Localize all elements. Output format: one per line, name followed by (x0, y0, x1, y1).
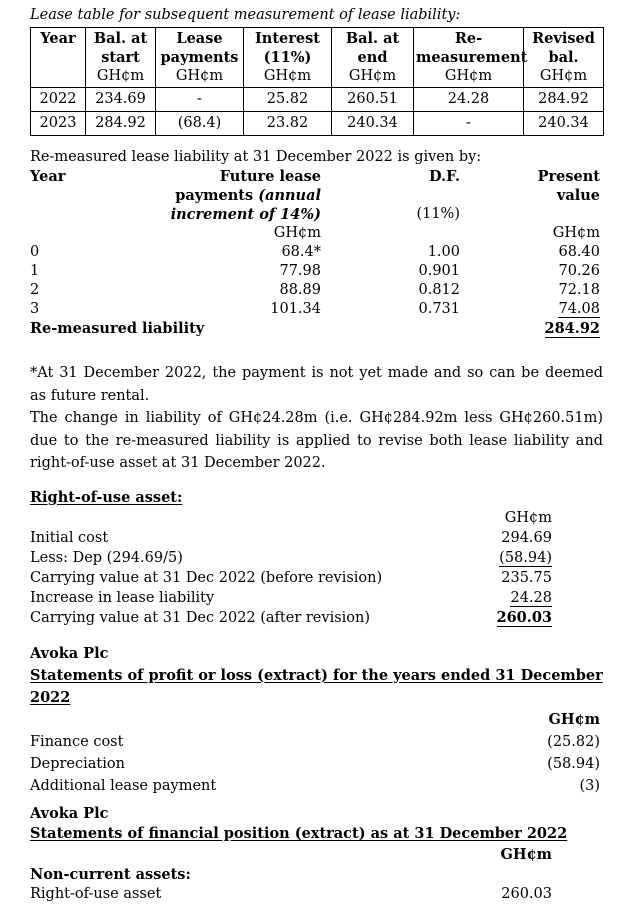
remeasured-row-pv (460, 300, 600, 319)
header-text-italic: (annual (258, 187, 321, 204)
pl-row-depreciation (30, 753, 603, 775)
rou-asset-section (30, 488, 603, 628)
remeasured-row-pv: 68.40 (460, 243, 600, 262)
value: (25.82) (547, 734, 600, 750)
rou-heading: Right-of-use asset: (30, 489, 182, 506)
remeasured-row-year: 1 (30, 262, 120, 281)
remeasured-row-year: 3 (30, 300, 120, 319)
fp-unit: GH¢m (462, 845, 552, 865)
remeasured-header-pv-unit: GH¢m (460, 224, 600, 243)
pl-row-finance-cost (30, 731, 603, 753)
table-cell: 284.92 (86, 112, 156, 136)
underlined-value: (58.94) (499, 550, 552, 567)
rou-unit: GH¢m (462, 508, 552, 528)
spacer-cell (460, 205, 600, 224)
lease-table-header-bal-start (86, 28, 156, 88)
remeasured-total-label: Re-measured liability (30, 319, 321, 338)
lease-table-header-lease-payments (156, 28, 244, 88)
pl-row-additional-lease-payment (30, 775, 603, 797)
lease-table-header-interest (244, 28, 332, 88)
remeasured-row-df: 0.731 (321, 300, 460, 319)
table-cell: 2022 (31, 88, 86, 112)
lease-table-header-remeasurement (414, 28, 524, 88)
spacer-cell (321, 224, 460, 243)
column-unit: GH¢m (526, 67, 601, 86)
spacer-cell (30, 205, 120, 224)
remeasured-header-df-rate: (11%) (321, 205, 460, 224)
pl-unit-row (30, 709, 603, 731)
table-cell: 284.92 (524, 88, 604, 112)
pl-heading: Statements of profit or loss (extract) for the years ended 31 December 2022 (30, 667, 603, 706)
table-cell: 234.69 (86, 88, 156, 112)
remeasured-row-df: 1.00 (321, 243, 460, 262)
pl-unit: GH¢m (510, 709, 600, 731)
value: (3) (579, 778, 600, 794)
spacer-cell (30, 186, 120, 205)
table-cell: 25.82 (244, 88, 332, 112)
table-cell: - (156, 88, 244, 112)
remeasured-row-payment: 88.89 (120, 281, 321, 300)
value: 235.75 (501, 570, 552, 586)
remeasured-row-payment: 101.34 (120, 300, 321, 319)
row-label: Increase in lease liability (30, 588, 462, 608)
column-unit: GH¢m (88, 67, 153, 86)
table-cell: 240.34 (524, 112, 604, 136)
spacer-cell (30, 224, 120, 243)
fp-unit-row (30, 845, 603, 866)
column-label: Re- (416, 29, 521, 48)
column-label: start (88, 48, 153, 67)
value: 260.03 (501, 886, 552, 902)
row-value (462, 608, 552, 628)
remeasured-header-df-line1: D.F. (321, 167, 460, 186)
column-unit: GH¢m (158, 67, 241, 86)
row-label: Finance cost (30, 731, 510, 753)
company-name: Avoka Plc (30, 805, 109, 822)
column-label: measurement (416, 48, 521, 67)
column-label: bal. (526, 48, 601, 67)
table-cell: (68.4) (156, 112, 244, 136)
lease-table-row-2023 (31, 112, 604, 136)
table-cell: 240.34 (332, 112, 414, 136)
remeasured-row-pv: 70.26 (460, 262, 600, 281)
row-value (462, 885, 552, 904)
column-unit: GH¢m (334, 67, 411, 86)
row-label: Depreciation (30, 753, 510, 775)
row-label: Additional lease payment (30, 775, 510, 797)
row-value (462, 568, 552, 588)
column-label: (11%) (246, 48, 329, 67)
rou-row-depreciation (30, 548, 603, 568)
column-label: Bal. at (334, 29, 411, 48)
rou-heading-row (30, 488, 603, 508)
remeasured-row-pv: 72.18 (460, 281, 600, 300)
fp-heading: Statements of financial position (extract) as at 31 December 2022 (30, 825, 567, 842)
remeasured-row-year: 0 (30, 243, 120, 262)
table-cell: 24.28 (414, 88, 524, 112)
remeasured-row-df: 0.901 (321, 262, 460, 281)
underlined-value: 74.08 (558, 301, 600, 318)
column-unit: GH¢m (246, 67, 329, 86)
header-text: payments (175, 187, 258, 204)
remeasured-header-fp-unit: GH¢m (120, 224, 321, 243)
row-label: Less: Dep (294.69/5) (30, 548, 462, 568)
company-name: Avoka Plc (30, 645, 109, 662)
remeasured-header-fp-line3: increment of 14%) (120, 205, 321, 224)
fp-company-row (30, 804, 603, 825)
remeasured-intro: Re-measured lease liability at 31 December 2022 is given by: (30, 148, 603, 167)
value: (58.94) (547, 756, 600, 772)
lease-table-header-bal-end (332, 28, 414, 88)
notes-block (30, 362, 603, 475)
remeasured-header-pv-line2: value (460, 186, 600, 205)
fp-row-non-current-assets (30, 865, 603, 885)
remeasured-row-payment: 68.4* (120, 243, 321, 262)
table-cell: 260.51 (332, 88, 414, 112)
row-value (462, 528, 552, 548)
remeasured-header-year: Year (30, 167, 120, 186)
remeasured-table (30, 167, 600, 338)
table-cell: 2023 (31, 112, 86, 136)
column-label: payments (158, 48, 241, 67)
row-label: Carrying value at 31 Dec 2022 (before revision) (30, 568, 462, 588)
underlined-value: 24.28 (510, 590, 552, 607)
note-liability-change: The change in liability of GH¢24.28m (i.e. GH¢284.92m less GH¢260.51m) due to the re-measured liability is applied to revise both lease liability and right-of-use asset at 31 December 2022. (30, 407, 603, 475)
remeasured-header-fp-line2 (120, 186, 321, 205)
lease-table (30, 27, 604, 136)
remeasured-total-value (460, 319, 600, 338)
row-label: Right-of-use asset (30, 885, 462, 904)
total-underlined-value: 260.03 (497, 609, 553, 627)
pl-company-row (30, 643, 603, 665)
lease-table-header-revised-bal (524, 28, 604, 88)
profit-or-loss-section (30, 643, 603, 797)
row-value (510, 775, 600, 797)
row-label: Initial cost (30, 528, 462, 548)
lease-table-header-year (31, 28, 86, 88)
remeasured-header-pv-line1: Present (460, 167, 600, 186)
table-cell: 23.82 (244, 112, 332, 136)
remeasured-row-df: 0.812 (321, 281, 460, 300)
column-label: Lease (158, 29, 241, 48)
row-value (510, 731, 600, 753)
value: 294.69 (501, 530, 552, 546)
rou-row-carrying-after (30, 608, 603, 628)
column-label: Bal. at (88, 29, 153, 48)
remeasured-row-payment: 77.98 (120, 262, 321, 281)
financial-position-section (30, 804, 603, 904)
note-future-rental: *At 31 December 2022, the payment is not yet made and so can be deemed as future rental. (30, 362, 603, 407)
row-value (510, 753, 600, 775)
row-value (462, 548, 552, 568)
page-title: Lease table for subsequent measurement of lease liability: (30, 6, 603, 24)
column-label: end (334, 48, 411, 67)
column-label: Interest (246, 29, 329, 48)
row-label: Carrying value at 31 Dec 2022 (after revision) (30, 608, 462, 628)
spacer-cell (321, 186, 460, 205)
fp-row-right-of-use-asset (30, 885, 603, 904)
remeasured-row-year: 2 (30, 281, 120, 300)
column-label: Year (33, 29, 83, 48)
rou-row-initial-cost (30, 528, 603, 548)
rou-row-carrying-before (30, 568, 603, 588)
fp-heading-row (30, 824, 603, 845)
rou-unit-row (30, 508, 603, 528)
remeasured-header-fp-line1: Future lease (120, 167, 321, 186)
total-underlined-value: 284.92 (545, 320, 601, 338)
lease-table-row-2022 (31, 88, 604, 112)
row-value (462, 588, 552, 608)
pl-heading-row (30, 665, 603, 709)
lease-table-header-row (31, 28, 604, 88)
column-unit: GH¢m (416, 67, 521, 86)
table-cell: - (414, 112, 524, 136)
spacer-cell (321, 319, 460, 338)
column-label: Revised (526, 29, 601, 48)
section-label: Non-current assets: (30, 865, 603, 885)
rou-row-increase (30, 588, 603, 608)
